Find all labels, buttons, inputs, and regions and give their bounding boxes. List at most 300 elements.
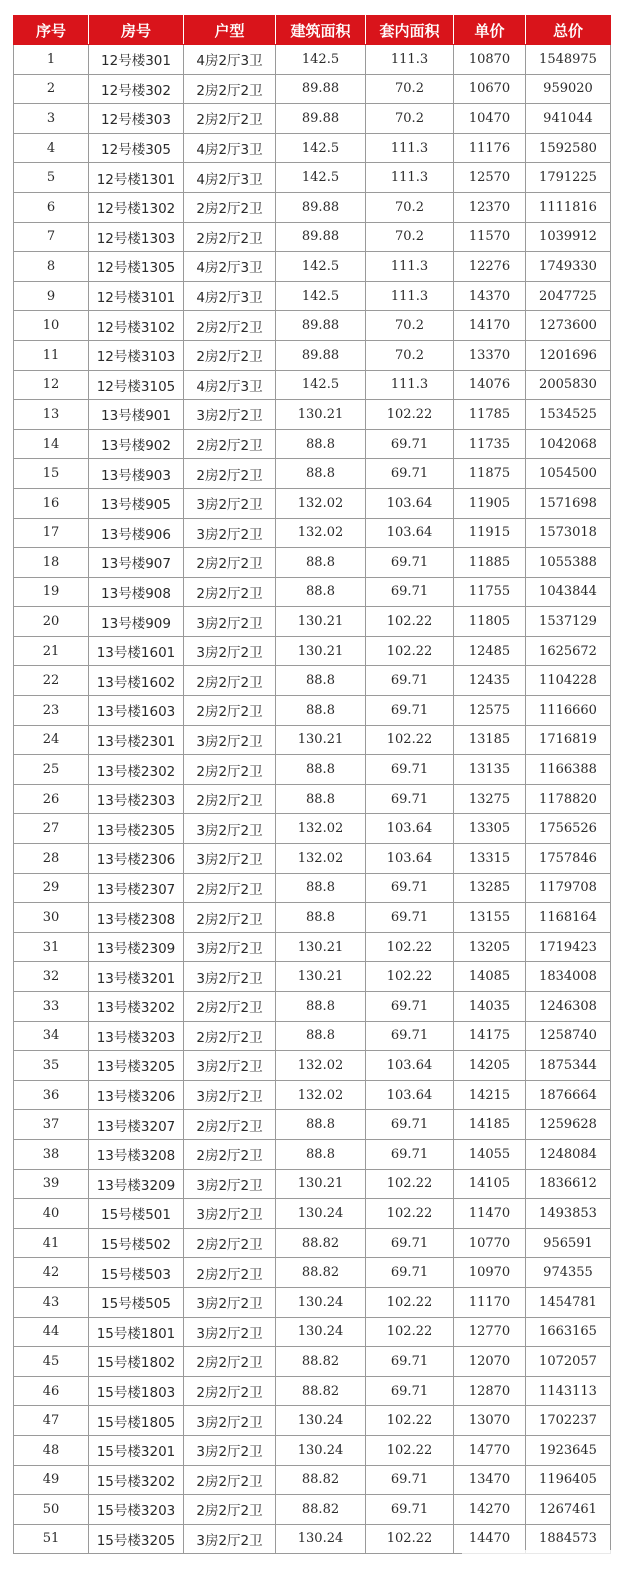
cell-index: 26 [14,784,89,814]
cell-net-area: 69.71 [366,873,454,903]
cell-gross-area: 130.21 [276,932,366,962]
cell-net-area: 69.71 [366,429,454,459]
cell-total-price: 1719423 [526,932,611,962]
table-row [14,1110,611,1140]
cell-unit-price: 13305 [454,814,526,844]
table-row [14,222,611,252]
cell-total-price: 1258740 [526,1021,611,1051]
cell-index: 41 [14,1228,89,1258]
cell-index: 1 [14,45,89,75]
cell-net-area: 111.3 [366,370,454,400]
cell-total-price: 1571698 [526,488,611,518]
cell-room: 13号楼3209 [89,1169,184,1199]
cell-index: 19 [14,577,89,607]
cell-room: 12号楼3102 [89,311,184,341]
cell-layout: 2房2厅2卫 [184,548,276,578]
table-row [14,814,611,844]
cell-layout: 3房2厅2卫 [184,636,276,666]
cell-net-area: 69.71 [366,784,454,814]
cell-total-price: 1072057 [526,1347,611,1377]
cell-net-area: 69.71 [366,1347,454,1377]
cell-gross-area: 130.21 [276,400,366,430]
table-row [14,1199,611,1229]
cell-room: 12号楼1303 [89,222,184,252]
table-row [14,1258,611,1288]
cell-index: 25 [14,755,89,785]
cell-gross-area: 88.82 [276,1347,366,1377]
cell-room: 13号楼1603 [89,696,184,726]
cell-total-price: 1749330 [526,252,611,282]
cell-gross-area: 88.8 [276,992,366,1022]
cell-gross-area: 88.82 [276,1228,366,1258]
cell-net-area: 69.71 [366,1139,454,1169]
cell-layout: 2房2厅2卫 [184,459,276,489]
table-row [14,725,611,755]
table-row [14,1317,611,1347]
cell-layout: 3房2厅2卫 [184,518,276,548]
cell-unit-price: 11170 [454,1287,526,1317]
cell-total-price: 1834008 [526,962,611,992]
cell-gross-area: 88.8 [276,755,366,785]
cell-gross-area: 88.8 [276,429,366,459]
cell-unit-price: 13205 [454,932,526,962]
cell-layout: 2房2厅2卫 [184,1258,276,1288]
cell-unit-price: 13470 [454,1465,526,1495]
cell-layout: 2房2厅2卫 [184,1139,276,1169]
cell-index: 10 [14,311,89,341]
table-row [14,1080,611,1110]
cell-layout: 2房2厅2卫 [184,1347,276,1377]
cell-net-area: 103.64 [366,1051,454,1081]
cell-index: 6 [14,192,89,222]
cell-layout: 2房2厅2卫 [184,1021,276,1051]
table-row [14,577,611,607]
table-row [14,518,611,548]
cell-gross-area: 142.5 [276,252,366,282]
table-row [14,696,611,726]
cell-total-price: 1267461 [526,1495,611,1525]
cell-total-price: 1196405 [526,1465,611,1495]
cell-gross-area: 89.88 [276,340,366,370]
cell-net-area: 70.2 [366,222,454,252]
cell-layout: 3房2厅2卫 [184,1080,276,1110]
cell-room: 15号楼505 [89,1287,184,1317]
cell-unit-price: 14470 [454,1524,526,1554]
cell-room: 13号楼902 [89,429,184,459]
cell-unit-price: 10770 [454,1228,526,1258]
cell-room: 15号楼1803 [89,1376,184,1406]
cell-room: 13号楼3202 [89,992,184,1022]
header-row [14,16,611,45]
cell-net-area: 103.64 [366,518,454,548]
table-row [14,903,611,933]
header-total-price: 总价 [526,16,611,45]
cell-room: 13号楼2305 [89,814,184,844]
cell-unit-price: 11735 [454,429,526,459]
cell-room: 15号楼1805 [89,1406,184,1436]
table-row [14,370,611,400]
cell-net-area: 102.22 [366,1524,454,1554]
cell-index: 17 [14,518,89,548]
cell-room: 15号楼1801 [89,1317,184,1347]
table-row [14,45,611,75]
cell-gross-area: 88.82 [276,1465,366,1495]
cell-unit-price: 13315 [454,844,526,874]
cell-net-area: 69.71 [366,1258,454,1288]
table-row [14,1139,611,1169]
cell-layout: 3房2厅2卫 [184,725,276,755]
cell-index: 31 [14,932,89,962]
cell-layout: 3房2厅2卫 [184,1406,276,1436]
cell-gross-area: 89.88 [276,222,366,252]
cell-net-area: 102.22 [366,932,454,962]
cell-net-area: 102.22 [366,400,454,430]
cell-gross-area: 130.21 [276,725,366,755]
cell-room: 13号楼2303 [89,784,184,814]
cell-total-price: 1055388 [526,548,611,578]
table-row [14,459,611,489]
cell-index: 49 [14,1465,89,1495]
cell-gross-area: 142.5 [276,45,366,75]
table-row [14,104,611,134]
cell-index: 3 [14,104,89,134]
table-row [14,163,611,193]
cell-index: 11 [14,340,89,370]
cell-unit-price: 11915 [454,518,526,548]
cell-unit-price: 11470 [454,1199,526,1229]
table-row [14,1495,611,1525]
cell-total-price: 956591 [526,1228,611,1258]
cell-gross-area: 142.5 [276,163,366,193]
cell-gross-area: 130.21 [276,962,366,992]
cell-layout: 2房2厅2卫 [184,340,276,370]
cell-net-area: 69.71 [366,666,454,696]
cell-net-area: 69.71 [366,1376,454,1406]
cell-total-price: 1663165 [526,1317,611,1347]
cell-room: 13号楼3203 [89,1021,184,1051]
cell-unit-price: 12370 [454,192,526,222]
cell-room: 13号楼2302 [89,755,184,785]
cell-total-price: 1042068 [526,429,611,459]
cell-gross-area: 89.88 [276,192,366,222]
cell-layout: 3房2厅2卫 [184,400,276,430]
cell-room: 13号楼3206 [89,1080,184,1110]
cell-unit-price: 14770 [454,1435,526,1465]
cell-index: 15 [14,459,89,489]
cell-total-price: 974355 [526,1258,611,1288]
cell-total-price: 1116660 [526,696,611,726]
cell-gross-area: 88.8 [276,577,366,607]
cell-layout: 3房2厅2卫 [184,1435,276,1465]
cell-total-price: 1054500 [526,459,611,489]
cell-unit-price: 13275 [454,784,526,814]
cell-gross-area: 132.02 [276,488,366,518]
table-header [14,16,611,45]
cell-net-area: 69.71 [366,1465,454,1495]
cell-room: 13号楼3205 [89,1051,184,1081]
header-layout: 户型 [184,16,276,45]
cell-unit-price: 12276 [454,252,526,282]
price-table [13,15,611,1554]
cell-room: 12号楼3103 [89,340,184,370]
cell-net-area: 102.22 [366,1406,454,1436]
cell-net-area: 103.64 [366,844,454,874]
cell-total-price: 1246308 [526,992,611,1022]
cell-total-price: 1039912 [526,222,611,252]
cell-unit-price: 11755 [454,577,526,607]
cell-gross-area: 88.8 [276,903,366,933]
cell-unit-price: 12485 [454,636,526,666]
cell-net-area: 70.2 [366,192,454,222]
cell-index: 22 [14,666,89,696]
cell-room: 13号楼1602 [89,666,184,696]
cell-index: 32 [14,962,89,992]
cell-room: 13号楼2307 [89,873,184,903]
cell-layout: 4房2厅3卫 [184,163,276,193]
table-row [14,784,611,814]
cell-layout: 2房2厅2卫 [184,104,276,134]
cell-net-area: 69.71 [366,992,454,1022]
cell-layout: 3房2厅2卫 [184,814,276,844]
cell-room: 13号楼901 [89,400,184,430]
cell-net-area: 111.3 [366,45,454,75]
cell-room: 15号楼502 [89,1228,184,1258]
table-row [14,488,611,518]
cell-net-area: 103.64 [366,488,454,518]
cell-index: 4 [14,133,89,163]
table-row [14,133,611,163]
cell-total-price: 2005830 [526,370,611,400]
table-row [14,1347,611,1377]
cell-room: 15号楼1802 [89,1347,184,1377]
cell-unit-price: 12435 [454,666,526,696]
cell-net-area: 70.2 [366,340,454,370]
cell-unit-price: 14170 [454,311,526,341]
cell-layout: 3房2厅2卫 [184,962,276,992]
cell-net-area: 111.3 [366,133,454,163]
cell-layout: 4房2厅3卫 [184,281,276,311]
cell-index: 44 [14,1317,89,1347]
cell-total-price: 1756526 [526,814,611,844]
cell-index: 24 [14,725,89,755]
cell-unit-price: 13155 [454,903,526,933]
table-row [14,429,611,459]
cell-unit-price: 14105 [454,1169,526,1199]
cell-index: 2 [14,74,89,104]
cell-index: 18 [14,548,89,578]
cell-index: 27 [14,814,89,844]
table-row [14,755,611,785]
cell-room: 13号楼2301 [89,725,184,755]
cell-layout: 3房2厅2卫 [184,932,276,962]
cell-total-price: 1259628 [526,1110,611,1140]
cell-gross-area: 88.8 [276,548,366,578]
cell-gross-area: 88.8 [276,666,366,696]
cell-layout: 3房2厅2卫 [184,1287,276,1317]
table-row [14,1376,611,1406]
cell-net-area: 102.22 [366,1169,454,1199]
cell-index: 42 [14,1258,89,1288]
cell-index: 36 [14,1080,89,1110]
cell-room: 13号楼906 [89,518,184,548]
cell-index: 35 [14,1051,89,1081]
table-row [14,1406,611,1436]
cell-room: 15号楼501 [89,1199,184,1229]
cell-unit-price: 14055 [454,1139,526,1169]
cell-unit-price: 14370 [454,281,526,311]
cell-room: 12号楼1301 [89,163,184,193]
cell-total-price: 1876664 [526,1080,611,1110]
cell-total-price: 1875344 [526,1051,611,1081]
cell-unit-price: 14035 [454,992,526,1022]
cell-index: 46 [14,1376,89,1406]
cell-gross-area: 130.24 [276,1524,366,1554]
cell-net-area: 102.22 [366,725,454,755]
cell-unit-price: 11805 [454,607,526,637]
table-row [14,74,611,104]
cell-layout: 2房2厅2卫 [184,903,276,933]
table-row [14,400,611,430]
cell-total-price: 1534525 [526,400,611,430]
cell-total-price: 1625672 [526,636,611,666]
cell-layout: 3房2厅2卫 [184,1169,276,1199]
cell-index: 37 [14,1110,89,1140]
cell-net-area: 69.71 [366,1110,454,1140]
cell-gross-area: 130.24 [276,1287,366,1317]
cell-total-price: 1884573 [526,1524,611,1554]
cell-total-price: 1178820 [526,784,611,814]
cell-index: 8 [14,252,89,282]
cell-gross-area: 88.8 [276,1021,366,1051]
table-row [14,666,611,696]
header-gross-area: 建筑面积 [276,16,366,45]
cell-unit-price: 14185 [454,1110,526,1140]
cell-room: 13号楼903 [89,459,184,489]
cell-unit-price: 10470 [454,104,526,134]
cell-unit-price: 11905 [454,488,526,518]
cell-room: 13号楼2309 [89,932,184,962]
cell-unit-price: 10670 [454,74,526,104]
cell-index: 23 [14,696,89,726]
table-row [14,1524,611,1554]
cell-room: 13号楼3207 [89,1110,184,1140]
cell-index: 39 [14,1169,89,1199]
cell-index: 48 [14,1435,89,1465]
cell-index: 13 [14,400,89,430]
table-row [14,992,611,1022]
cell-net-area: 69.71 [366,903,454,933]
cell-net-area: 70.2 [366,104,454,134]
cell-total-price: 1143113 [526,1376,611,1406]
cell-layout: 3房2厅2卫 [184,844,276,874]
cell-total-price: 1493853 [526,1199,611,1229]
cell-unit-price: 10970 [454,1258,526,1288]
cell-layout: 4房2厅3卫 [184,133,276,163]
cell-gross-area: 88.8 [276,1139,366,1169]
cell-room: 13号楼3208 [89,1139,184,1169]
cell-layout: 2房2厅2卫 [184,222,276,252]
cell-unit-price: 13070 [454,1406,526,1436]
cell-room: 13号楼909 [89,607,184,637]
table-row [14,252,611,282]
cell-layout: 4房2厅3卫 [184,252,276,282]
cell-layout: 2房2厅2卫 [184,873,276,903]
cell-gross-area: 142.5 [276,133,366,163]
cell-net-area: 102.22 [366,1317,454,1347]
cell-index: 20 [14,607,89,637]
cell-index: 43 [14,1287,89,1317]
cell-layout: 2房2厅2卫 [184,429,276,459]
cell-total-price: 1273600 [526,311,611,341]
cell-index: 14 [14,429,89,459]
cell-room: 12号楼305 [89,133,184,163]
cell-layout: 2房2厅2卫 [184,666,276,696]
cell-gross-area: 132.02 [276,518,366,548]
cell-room: 12号楼1305 [89,252,184,282]
cell-index: 28 [14,844,89,874]
table-row [14,1021,611,1051]
cell-net-area: 103.64 [366,1080,454,1110]
cell-unit-price: 12070 [454,1347,526,1377]
cell-unit-price: 12770 [454,1317,526,1347]
cell-net-area: 111.3 [366,252,454,282]
cell-total-price: 941044 [526,104,611,134]
cell-unit-price: 11875 [454,459,526,489]
cell-room: 15号楼3202 [89,1465,184,1495]
cell-index: 50 [14,1495,89,1525]
cell-unit-price: 14175 [454,1021,526,1051]
header-room: 房号 [89,16,184,45]
cell-room: 13号楼1601 [89,636,184,666]
cell-gross-area: 132.02 [276,1051,366,1081]
cell-net-area: 102.22 [366,1199,454,1229]
cell-net-area: 69.71 [366,548,454,578]
cell-total-price: 1537129 [526,607,611,637]
cell-net-area: 69.71 [366,459,454,489]
cell-room: 13号楼2306 [89,844,184,874]
header-unit-price: 单价 [454,16,526,45]
cell-index: 34 [14,1021,89,1051]
cell-room: 12号楼1302 [89,192,184,222]
cell-layout: 3房2厅2卫 [184,1317,276,1347]
table-body [14,45,611,1554]
cell-index: 47 [14,1406,89,1436]
table-row [14,340,611,370]
cell-gross-area: 88.82 [276,1258,366,1288]
cell-net-area: 69.71 [366,1021,454,1051]
cell-total-price: 1573018 [526,518,611,548]
cell-room: 12号楼3101 [89,281,184,311]
cell-room: 15号楼3201 [89,1435,184,1465]
cell-room: 12号楼302 [89,74,184,104]
cell-layout: 3房2厅2卫 [184,1524,276,1554]
cell-net-area: 69.71 [366,1495,454,1525]
cell-index: 21 [14,636,89,666]
cell-total-price: 959020 [526,74,611,104]
cell-total-price: 1111816 [526,192,611,222]
cell-layout: 3房2厅2卫 [184,607,276,637]
cell-gross-area: 132.02 [276,844,366,874]
cell-gross-area: 89.88 [276,104,366,134]
table-row [14,962,611,992]
cell-unit-price: 11570 [454,222,526,252]
cell-net-area: 111.3 [366,281,454,311]
cell-layout: 2房2厅2卫 [184,1465,276,1495]
cell-gross-area: 88.8 [276,1110,366,1140]
cell-layout: 2房2厅2卫 [184,992,276,1022]
cell-layout: 4房2厅3卫 [184,45,276,75]
table-row [14,636,611,666]
